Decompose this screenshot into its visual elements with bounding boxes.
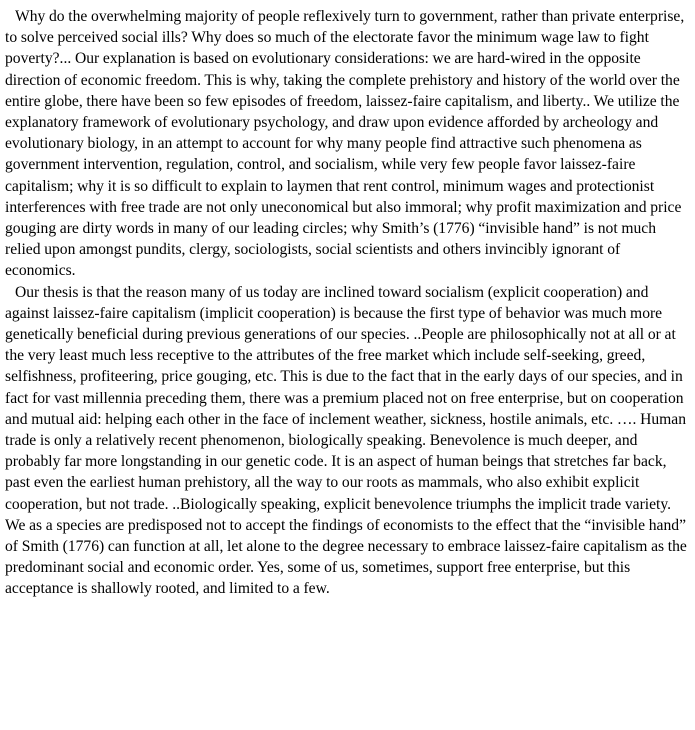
paragraph-1: Why do the overwhelming majority of people reflexively turn to government, rather than private enterprise, to solve perceived social ills? Why does so much of the electorate favor the minimum wage law to fight poverty?... Our explanation is based on evolutionary considerations: we are hard-wired in the opposite direction of economic freedom. This is why, taking the complete prehistory and history of the world over the entire globe, there have been so few episodes of freedom, laissez-faire capitalism, and liberty.. We utilize the explanatory framework of evolutionary psychology, and draw upon evidence afforded by archeology and evolutionary biology, in an attempt to account for why many people find attractive such phenomena as government intervention, regulation, control, and socialism, while very few people favor laissez-faire capitalism; why it is so difficult to explain to laymen that rent control, minimum wages and protectionist interferences with free trade are not only uneconomical but also immoral; why profit maximization and price gouging are dirty words in many of our leading circles; why Smith’s (1776) “invisible hand” is not much relied upon amongst pundits, clergy, sociologists, social scientists and others invincibly ignorant of economics. <box>5 8 685 280</box>
paragraph-2: Our thesis is that the reason many of us today are inclined toward socialism (explicit cooperation) and against laissez-faire capitalism (implicit cooperation) is because the first type of behavior was much more genetically beneficial during previous generations of our species. ..People are philosophically not at all or at the very least much less receptive to the attributes of the free market which include self-seeking, greed, selfishness, profiteering, price gouging, etc. This is due to the fact that in the early days of our species, and in fact for vast millennia preceding them, there was a premium placed not on free enterprise, but on cooperation and mutual aid: helping each other in the face of inclement weather, sickness, hostile animals, etc. …. Human trade is only a relatively recent phenomenon, biologically speaking. Benevolence is much deeper, and probably far more longstanding in our genetic code. It is an aspect of human beings that stretches far back, past even the earliest human prehistory, all the way to our roots as mammals, who also exhibit explicit cooperation, but not trade. ..Biologically speaking, explicit benevolence triumphs the implicit trade variety. We as a species are predisposed not to accept the findings of economists to the effect that the “invisible hand” of Smith (1776) can function at all, let alone to the degree necessary to embrace laissez-faire capitalism as the predominant social and economic order. Yes, some of us, sometimes, support free enterprise, but this acceptance is shallowly rooted, and limited to a few. <box>5 283 687 598</box>
